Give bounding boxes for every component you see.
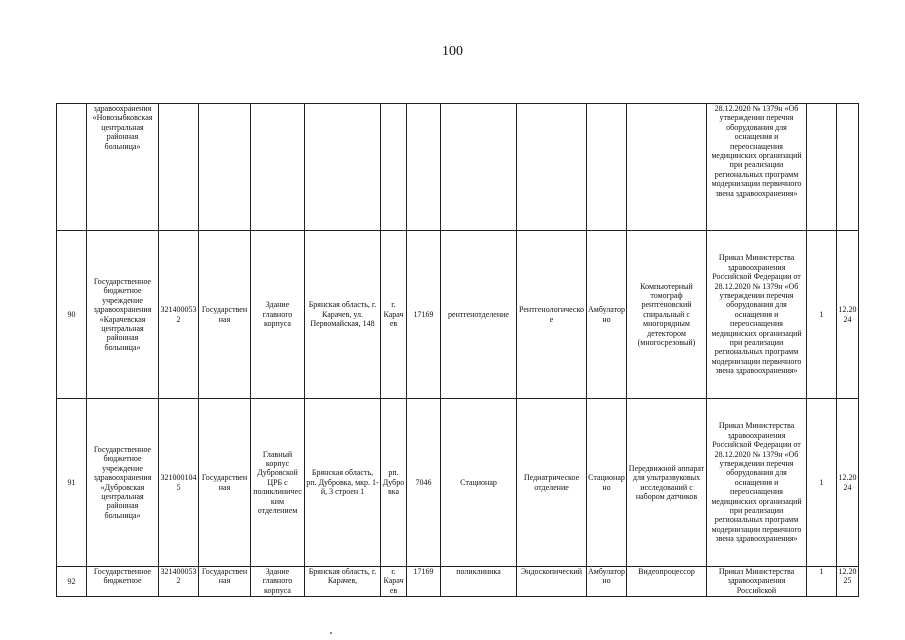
cell-dept: Педиатрическое отделение [517, 399, 587, 567]
cell-org: Государственное бюджетное учреждение здравоохранения «Дубровская центральная районная больница» [87, 399, 159, 567]
cell-equipment: Передвижной аппарат для ультразвуковых исследований с набором датчиков [627, 399, 707, 567]
cell-unit: рентгенотделение [441, 231, 517, 399]
cell-qty: 1 [807, 399, 837, 567]
cell-address: Брянская область, рп. Дубровка, мкр. 1-й, 3 строен 1 [305, 399, 381, 567]
cell-org: Государственное бюджетное учреждение здравоохранения «Карачевская центральная районная больница» [87, 231, 159, 399]
cell-date: 12.2024 [837, 399, 859, 567]
cell-org: здравоохранения «Новозыбковская центральная районная больница» [87, 104, 159, 231]
cell-oktmo: 7046 [407, 399, 441, 567]
cell-locality: г. Карачев [381, 567, 407, 597]
cell-qty: 1 [807, 231, 837, 399]
cell-dept [517, 104, 587, 231]
cell-oktmo [407, 104, 441, 231]
cell-care [587, 104, 627, 231]
cell-dept: Эндоскопический [517, 567, 587, 597]
cell-num: 91 [57, 399, 87, 567]
cell-equipment: Компьютерный томограф рентгеновский спиральный с многорядным детектором (многосрезовый) [627, 231, 707, 399]
cell-locality: рп. Дубровка [381, 399, 407, 567]
cell-num: 92 [57, 567, 87, 597]
cell-oktmo: 17169 [407, 567, 441, 597]
cell-qty [807, 104, 837, 231]
cell-date [837, 104, 859, 231]
page-number: 100 [442, 44, 463, 59]
cell-ownership: Государственная [199, 231, 251, 399]
cell-locality: г. Карачев [381, 231, 407, 399]
cell-date: 12.2025 [837, 567, 859, 597]
cell-care: Амбулаторно [587, 231, 627, 399]
cell-building: Здание главного корпуса [251, 231, 305, 399]
cell-code: 3214000532 [159, 567, 199, 597]
cell-code [159, 104, 199, 231]
cell-org: Государственное бюджетное [87, 567, 159, 597]
cell-address: Брянская область, г. Карачев, ул. Первомайская, 148 [305, 231, 381, 399]
cell-address [305, 104, 381, 231]
cell-num [57, 104, 87, 231]
table-row [57, 399, 859, 567]
table-row-continuation [57, 104, 859, 231]
cell-equipment: Видеопроцессор [627, 567, 707, 597]
cell-building: Здание главного корпуса [251, 567, 305, 597]
cell-ownership: Государственная [199, 567, 251, 597]
cell-building: Главный корпус Дубровской ЦРБ с поликлиническим отделением [251, 399, 305, 567]
cell-building [251, 104, 305, 231]
cell-locality [381, 104, 407, 231]
cell-care: Амбулаторно [587, 567, 627, 597]
cell-date: 12.2024 [837, 231, 859, 399]
scan-speck [330, 632, 332, 634]
cell-ownership: Государственная [199, 399, 251, 567]
cell-dept: Рентгенологическое [517, 231, 587, 399]
table-row [57, 567, 859, 597]
cell-equipment [627, 104, 707, 231]
cell-code: 3210001045 [159, 399, 199, 567]
cell-doc: 28.12.2020 № 1379н «Об утверждении перечня оборудования для оснащения и переоснащения медицинских организаций при реализации региональных программ модернизации первичного звена здравоохранения» [707, 104, 807, 231]
cell-ownership [199, 104, 251, 231]
cell-unit [441, 104, 517, 231]
cell-oktmo: 17169 [407, 231, 441, 399]
cell-code: 3214000532 [159, 231, 199, 399]
cell-doc: Приказ Министерства здравоохранения Российской [707, 567, 807, 597]
cell-doc: Приказ Министерства здравоохранения Российской Федерации от 28.12.2020 № 1379н «Об утверждении перечня оборудования для оснащения и переоснащения медицинских организаций при реализации региональных программ модернизации первичного звена здравоохранения» [707, 399, 807, 567]
cell-unit: поликлиника [441, 567, 517, 597]
cell-unit: Стационар [441, 399, 517, 567]
table-row [57, 231, 859, 399]
cell-doc: Приказ Министерства здравоохранения Российской Федерации от 28.12.2020 № 1379н «Об утверждении перечня оборудования для оснащения и переоснащения медицинских организаций при реализации региональных программ модернизации первичного звена здравоохранения» [707, 231, 807, 399]
cell-care: Стационарно [587, 399, 627, 567]
equipment-table [56, 103, 859, 597]
cell-qty: 1 [807, 567, 837, 597]
cell-address: Брянская область, г. Карачев, [305, 567, 381, 597]
cell-num: 90 [57, 231, 87, 399]
